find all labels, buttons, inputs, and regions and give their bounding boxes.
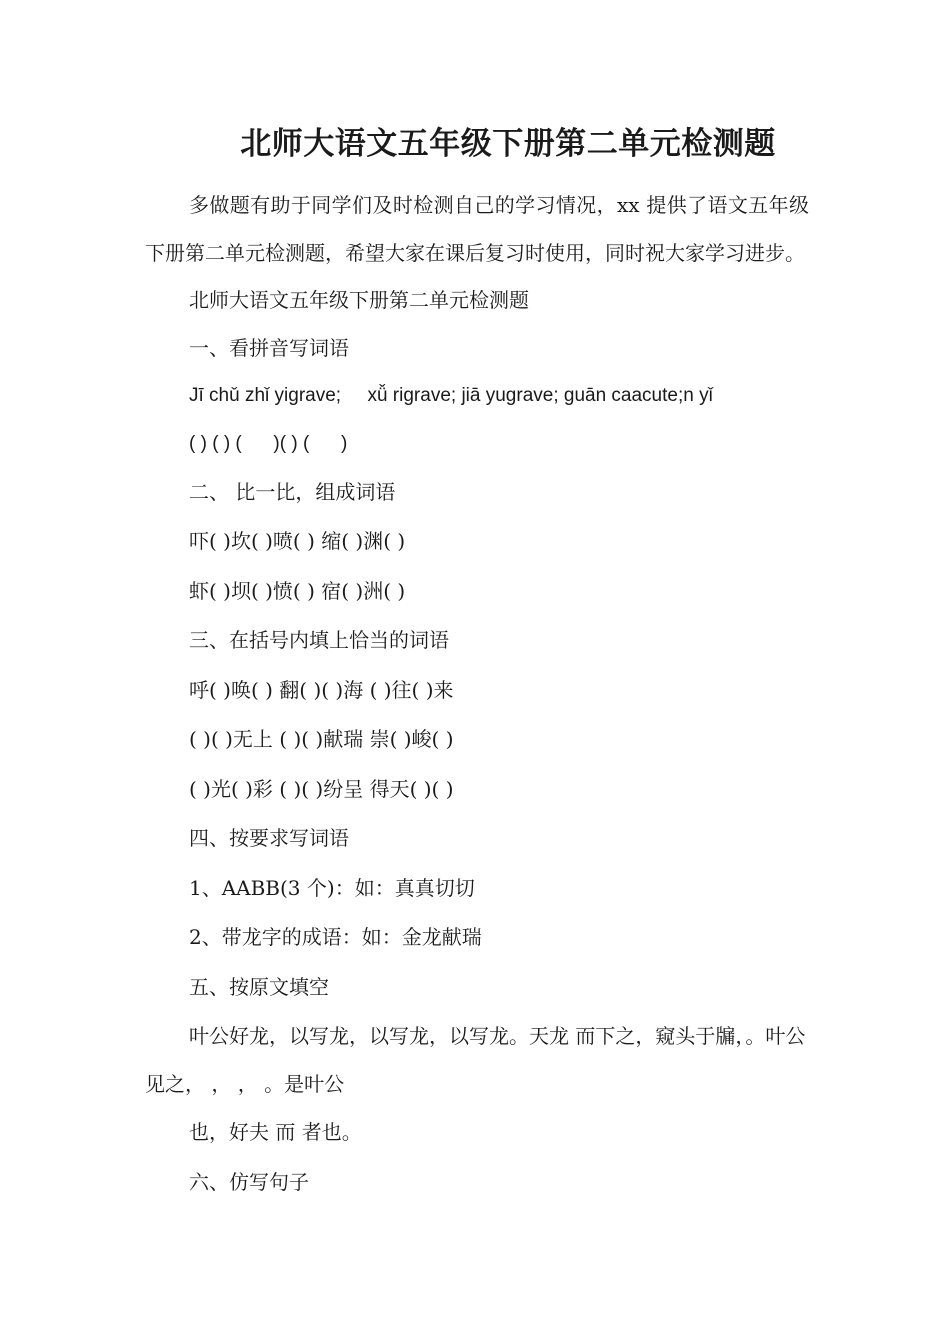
- section-5-line-2: 也，好夫 而 者也。: [189, 1120, 362, 1145]
- document-title: 北师大语文五年级下册第二单元检测题: [240, 126, 776, 162]
- section-2-line-1: 吓( )坎( )喷( ) 缩( )渊( ): [189, 529, 406, 554]
- section-2-heading: 二、 比一比，组成词语: [189, 479, 396, 504]
- section-5-heading: 五、按原文填空: [189, 974, 329, 999]
- section-6-heading: 六、仿写句子: [189, 1169, 309, 1194]
- section-5-paragraph: 叶公好龙，以写龙，以写龙，以写龙。天龙 而下之，窥头于牖，。叶公见之， ， ， 。是叶公: [145, 1024, 806, 1097]
- section-3-line-2: ( )( )无上 ( )( )献瑞 崇( )峻( ): [189, 727, 454, 752]
- section-2-line-2: 虾( )坝( )愤( ) 宿( )洲( ): [189, 578, 406, 603]
- section-4-heading: 四、按要求写词语: [189, 826, 349, 851]
- section-3-line-3: ( )光( )彩 ( )( )纷呈 得天( )( ): [189, 776, 454, 801]
- section-4-item-1: 1、AABB(3 个)：如：真真切切: [189, 875, 475, 900]
- section-1-heading: 一、看拼音写词语: [189, 335, 349, 360]
- section-3-line-1: 呼( )唤( ) 翻( )( )海 ( )往( )来: [189, 677, 454, 702]
- document-body: [145, 181, 809, 1207]
- section-3-heading: 三、在括号内填上恰当的词语: [189, 628, 449, 653]
- section-1-blanks: ( ) ( ) ( )( ) ( ): [189, 433, 348, 455]
- section-1-pinyin: Jī chǔ zhǐ yigrave; xǚ rigrave; jiā yugrave; guān caacute;n yǐ: [189, 385, 713, 407]
- subtitle: 北师大语文五年级下册第二单元检测题: [189, 288, 529, 312]
- section-4-item-2: 2、带龙字的成语：如：金龙献瑞: [189, 925, 482, 950]
- intro-paragraph: 多做题有助于同学们及时检测自己的学习情况，xx 提供了语文五年级下册第二单元检测题，希望大家在课后复习时使用，同时祝大家学习进步。: [145, 193, 809, 265]
